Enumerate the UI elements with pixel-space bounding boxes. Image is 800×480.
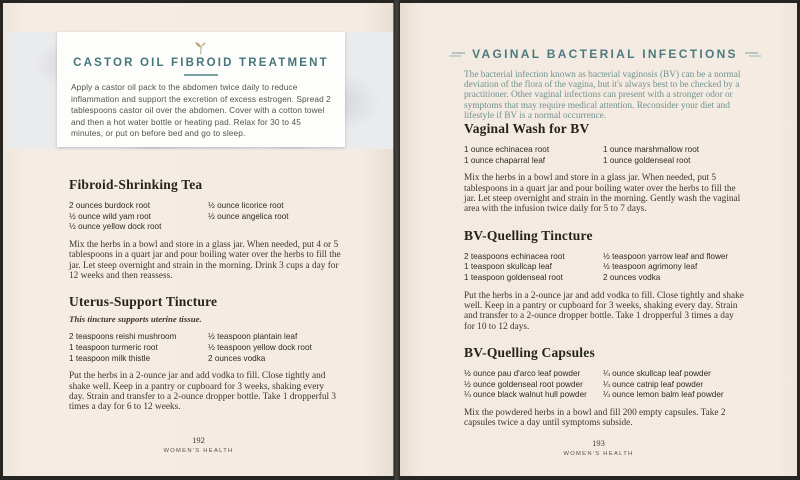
recipe-note: This tincture supports uterine tissue. xyxy=(69,314,202,325)
ingredient-item: 2 ounces vodka xyxy=(208,353,266,363)
ingredient-item: 1 teaspoon turmeric root xyxy=(69,343,158,352)
recipe-instructions: Mix the herbs in a bowl and store in a glass jar. When needed, put 4 or 5 tablespoons in a quart jar and pour boiling water over the herbs to fill the jar. Let steep overnight and strain in the morning. Drink 3 cups a day for 12 weeks and then reassess. xyxy=(69,239,341,281)
recipe-instructions: Put the herbs in a 2-ounce jar and add vodka to fill. Close tightly and shake well. Keep in a pantry or cupboard for 3 weeks, shaking every day. Strain and transfer to a 2-ounce dropper bottle. Take 1 dropperful 3 times a day for 10 to 12 days. xyxy=(464,290,744,332)
recipe-instructions: Mix the herbs in a bowl and store in a glass jar. When needed, put 5 tablespoons in a quart jar and pour boiling water over the herbs to fill the jar. Let steep overnight and strain in the morning. Gently wash the vaginal area with the infusion twice daily for 5 to 7 days. xyxy=(464,173,741,215)
ingredient-item: 2 teaspoons reishi mushroom xyxy=(69,332,177,342)
double-dash-ornament-right xyxy=(745,51,761,58)
ingredient-item: 1 teaspoon skullcap leaf xyxy=(464,262,552,272)
recipe-title: BV-Quelling Capsules xyxy=(464,345,595,361)
ingredient-item: 2 ounces vodka xyxy=(603,273,661,283)
ingredient-item: 2 teaspoons echinacea root xyxy=(464,251,565,261)
page-number: 192 xyxy=(192,435,205,445)
recipe-title: BV-Quelling Tincture xyxy=(464,227,593,243)
ingredients-list xyxy=(464,145,746,166)
right-page-footer xyxy=(400,438,797,457)
ingredients-list xyxy=(464,252,746,284)
card-title-underline xyxy=(184,74,218,76)
ingredient-item: ½ teaspoon yellow dock root xyxy=(208,343,312,352)
double-dash-ornament-left xyxy=(449,51,465,58)
recipe-uterus-support-tincture xyxy=(69,294,341,412)
ingredient-item: 1 ounce marshmallow root xyxy=(603,145,700,155)
ingredient-item: 1 ounce echinacea root xyxy=(464,145,550,155)
ingredient-item: 1 teaspoon milk thistle xyxy=(69,353,151,363)
ingredients-list xyxy=(69,201,341,233)
running-title: WOMEN'S HEALTH xyxy=(163,448,234,454)
recipe-instructions: Mix the powdered herbs in a bowl and fill 200 empty capsules. Take 2 capsules twice a day until symptoms subside. xyxy=(464,408,726,429)
ingredient-item: ½ ounce angelica root xyxy=(208,211,289,221)
ingredients-list xyxy=(464,369,746,401)
ingredient-item: ½ ounce wild yam root xyxy=(69,211,151,221)
treatment-card xyxy=(57,32,345,147)
ingredient-item: ½ teaspoon agrimony leaf xyxy=(603,262,698,272)
recipe-instructions: Put the herbs in a 2-ounce jar and add vodka to fill. Close tightly and shake well. Keep in a pantry or cupboard for 3 weeks, shaking every day. Strain and transfer to a 2-ounce dropper bottle. Take 1 dropperful 3 times a day for 6 to 12 weeks. xyxy=(69,371,337,413)
card-title: CASTOR OIL FIBROID TREATMENT xyxy=(73,57,329,69)
left-page-footer xyxy=(3,435,394,454)
left-page xyxy=(3,3,394,476)
ingredient-item: ¼ ounce lemon balm leaf powder xyxy=(603,390,724,400)
recipe-title: Uterus-Support Tincture xyxy=(69,294,218,310)
left-page-content xyxy=(69,177,341,413)
ingredient-item: 1 teaspoon goldenseal root xyxy=(464,273,563,283)
recipe-bv-quelling-tincture xyxy=(464,228,746,332)
ingredient-item: ¼ ounce skullcap leaf powder xyxy=(603,369,711,379)
ingredient-item: ¼ ounce black walnut hull powder xyxy=(464,390,587,400)
ingredient-item: ½ teaspoon plantain leaf xyxy=(208,332,298,342)
ingredients-list xyxy=(69,332,341,364)
ingredient-item: ½ ounce yellow dock root xyxy=(69,222,162,232)
ingredient-item: ½ ounce pau d'arco leaf powder xyxy=(464,369,581,379)
recipe-bv-quelling-capsules xyxy=(464,345,746,429)
right-page-content xyxy=(464,47,746,429)
ingredient-item: 1 ounce goldenseal root xyxy=(603,155,691,165)
recipe-title: Vaginal Wash for BV xyxy=(464,121,590,137)
recipe-title: Fibroid-Shrinking Tea xyxy=(69,177,203,192)
ingredient-item: ½ ounce goldenseal root powder xyxy=(464,379,583,389)
page-number: 193 xyxy=(592,438,605,448)
sprout-leaf-icon xyxy=(192,40,210,55)
recipe-vaginal-wash-for-bv xyxy=(464,121,746,215)
ingredient-item: ½ ounce licorice root xyxy=(208,201,284,210)
ingredient-item: ½ teaspoon yarrow leaf and flower xyxy=(603,251,729,261)
chapter-title-row xyxy=(464,47,746,61)
ingredient-item: 2 ounces burdock root xyxy=(69,201,151,210)
right-page xyxy=(400,3,797,476)
card-body-text: Apply a castor oil pack to the abdomen twice daily to reduce inflammation and support the excretion of excess estrogen. Spread 2 tablespoons castor oil over the abdomen. Cover with a cotton towel and then a hot water bottle or heating pad. Relax for 30 to 45 minutes, or put on before bed and go to sleep. xyxy=(71,82,331,139)
running-title: WOMEN'S HEALTH xyxy=(563,451,634,457)
ingredient-item: 1 ounce chaparral leaf xyxy=(464,155,546,165)
chapter-intro: The bacterial infection known as bacterial vaginosis (BV) can be a normal deviation of the flora of the vagina, but it's always best to be checked by a practitioner. Other vaginal infections can present with a stronger odor or symptoms that may require medical attention. Reconsider your diet and lifestyle if BV is a normal occurrence. xyxy=(464,70,741,121)
chapter-title: VAGINAL BACTERIAL INFECTIONS xyxy=(472,47,738,61)
recipe-fibroid-shrinking-tea xyxy=(69,177,341,281)
page-gutter xyxy=(393,0,400,480)
ingredient-item: ¼ ounce catnip leaf powder xyxy=(603,379,704,389)
